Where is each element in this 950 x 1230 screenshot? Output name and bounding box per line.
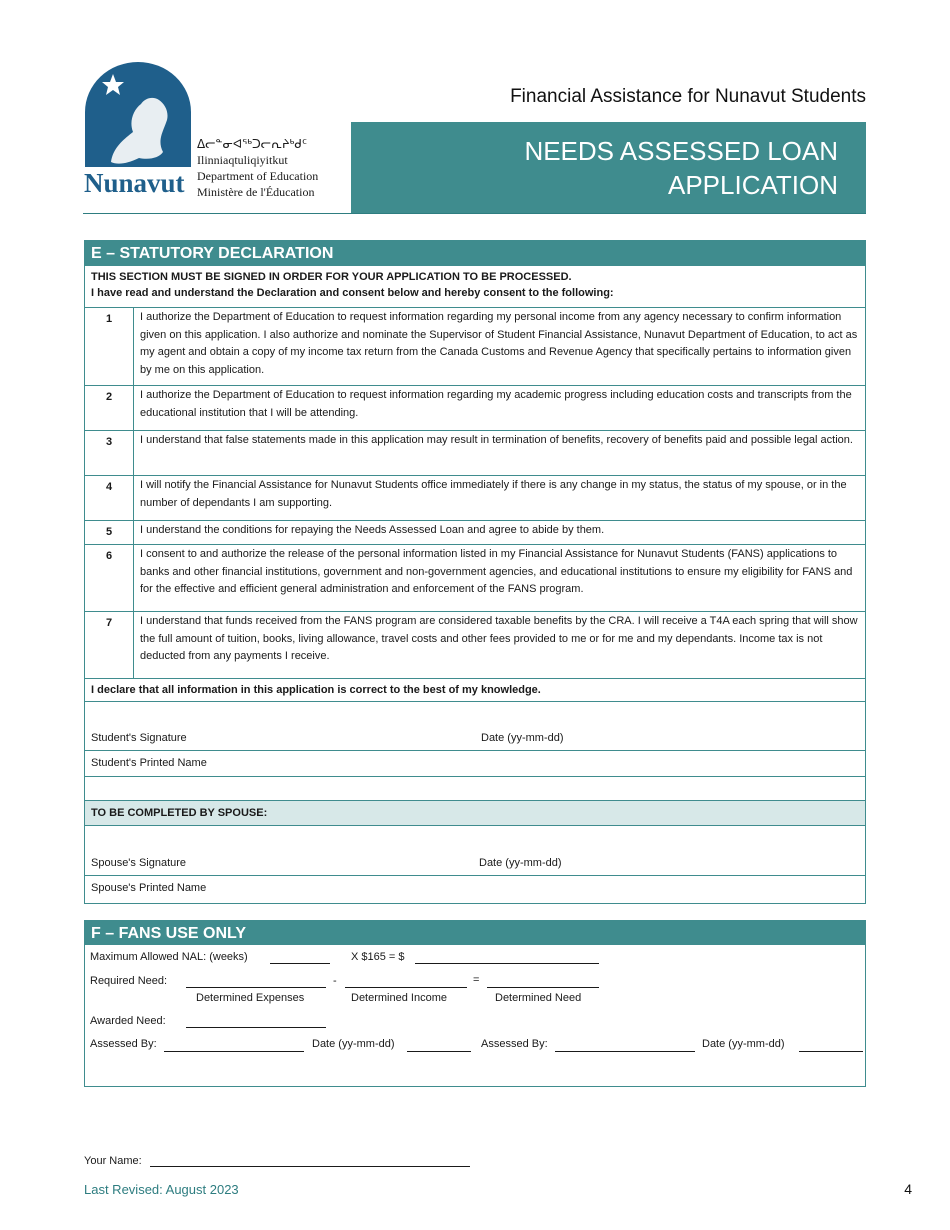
determined-need-label: Determined Need bbox=[495, 992, 582, 1004]
declaration-item-2 bbox=[85, 385, 865, 430]
your-name-label: Your Name: bbox=[84, 1155, 142, 1167]
spouse-signature-row[interactable] bbox=[85, 825, 865, 875]
logo-department-text bbox=[197, 136, 318, 200]
max-nal-amount-field[interactable] bbox=[415, 963, 599, 964]
max-nal-label: Maximum Allowed NAL: (weeks) bbox=[90, 951, 248, 963]
section-e-heading: E – STATUTORY DECLARATION bbox=[85, 241, 865, 265]
declaration-item-5 bbox=[85, 520, 865, 544]
student-printed-name-row[interactable] bbox=[85, 750, 865, 776]
form-title-line2: APPLICATION bbox=[667, 170, 838, 200]
date-label-2: Date (yy-mm-dd) bbox=[702, 1038, 785, 1050]
student-date-label: Date (yy-mm-dd) bbox=[481, 732, 564, 744]
logo-dept-en: Department of Education bbox=[197, 169, 319, 183]
item-number: 2 bbox=[85, 386, 134, 430]
determined-expenses-label: Determined Expenses bbox=[196, 992, 305, 1004]
item-text: I will notify the Financial Assistance for Nunavut Students office immediately if there is any change in my status, the status of my spouse, or in the number of dependants I am supporting. bbox=[140, 479, 847, 509]
item-number: 3 bbox=[85, 431, 134, 475]
section-f-fans-use-only bbox=[84, 920, 866, 1087]
section-f-heading: F – FANS USE ONLY bbox=[85, 921, 865, 945]
item-text: I consent to and authorize the release of the personal information listed in my Financial Assistance for Nunavut Students (FANS) applications to banks and other financial institutions, government and non-government agencies, and educational institutions to ensure my eligibility for FANS and for the effective and efficient general administration and enforcement of the FANS program. bbox=[140, 548, 853, 595]
item-text: I understand the conditions for repaying the Needs Assessed Loan and agree to abide by them. bbox=[140, 524, 605, 536]
item-text: I understand that funds received from the FANS program are considered taxable benefits by the CRA. I will receive a T4A each spring that will show the full amount of tuition, books, living allowance, travel costs and other fees provided to me or for me and my dependants. Income tax is not deducted from any payments I receive. bbox=[140, 615, 858, 662]
logo-dept-fr: Ministère de l'Éducation bbox=[197, 185, 315, 199]
header-divider bbox=[83, 213, 866, 214]
spouse-date-label: Date (yy-mm-dd) bbox=[479, 857, 562, 869]
program-title: Financial Assistance for Nunavut Students bbox=[510, 86, 866, 107]
awarded-need-field[interactable] bbox=[186, 1027, 326, 1028]
declaration-item-3 bbox=[85, 430, 865, 475]
assessed-by-field-1[interactable] bbox=[164, 1051, 304, 1052]
nunavut-logo bbox=[83, 62, 193, 198]
intro-line1: THIS SECTION MUST BE SIGNED IN ORDER FOR YOUR APPLICATION TO BE PROCESSED. bbox=[91, 271, 572, 283]
determined-need-field[interactable] bbox=[487, 987, 599, 988]
item-number: 7 bbox=[85, 612, 134, 678]
spouse-printed-name-label: Spouse's Printed Name bbox=[91, 882, 207, 894]
student-signature-label: Student's Signature bbox=[91, 732, 187, 744]
spouse-heading: TO BE COMPLETED BY SPOUSE: bbox=[85, 800, 865, 825]
form-title-line1: NEEDS ASSESSED LOAN bbox=[524, 136, 838, 166]
declaration-statement: I declare that all information in this application is correct to the best of my knowledge. bbox=[85, 678, 865, 701]
section-e-intro bbox=[85, 265, 865, 307]
spouse-printed-name-row[interactable] bbox=[85, 875, 865, 900]
assessed-by-label-1: Assessed By: bbox=[90, 1038, 157, 1050]
awarded-need-label: Awarded Need: bbox=[90, 1015, 166, 1027]
form-title-banner bbox=[351, 122, 866, 214]
item-text: I understand that false statements made in this application may result in termination of benefits, recovery of benefits paid and possible legal action. bbox=[140, 434, 853, 446]
determined-income-label: Determined Income bbox=[351, 992, 447, 1004]
minus-sign: - bbox=[333, 975, 337, 987]
determined-expenses-field[interactable] bbox=[186, 987, 326, 988]
required-need-label: Required Need: bbox=[90, 975, 168, 987]
item-text: I authorize the Department of Education to request information regarding my academic progress including education costs and transcripts from the educational institution that I will be attending. bbox=[140, 389, 852, 419]
item-text: I authorize the Department of Education to request information regarding my personal income from any agency necessary to confirm information given on this application. I also authorize and nominate the Supervisor of Student Financial Assistance, Nunavut Department of Education, to act as my agent and obtain a copy of my income tax return from the Canada Customs and Revenue Agency that specifically pertains to information given by me on this application. bbox=[140, 311, 858, 376]
date-field-2[interactable] bbox=[799, 1051, 863, 1052]
declaration-item-1 bbox=[85, 307, 865, 385]
assessed-by-label-2: Assessed By: bbox=[481, 1038, 548, 1050]
weeks-field[interactable] bbox=[270, 963, 330, 964]
your-name-field[interactable] bbox=[150, 1166, 470, 1167]
assessed-by-field-2[interactable] bbox=[555, 1051, 695, 1052]
student-printed-name-label: Student's Printed Name bbox=[91, 757, 207, 769]
determined-income-field[interactable] bbox=[345, 987, 467, 988]
declaration-item-6 bbox=[85, 544, 865, 611]
blank-row bbox=[85, 776, 865, 800]
student-signature-row[interactable] bbox=[85, 701, 865, 750]
page-number: 4 bbox=[904, 1181, 912, 1197]
item-number: 6 bbox=[85, 545, 134, 611]
declaration-item-7 bbox=[85, 611, 865, 678]
x165-label: X $165 = $ bbox=[351, 951, 405, 963]
logo-dept-inuinnaqtun: Ilinniaqtuliqiyitkut bbox=[197, 153, 288, 167]
last-revised: Last Revised: August 2023 bbox=[84, 1182, 239, 1197]
logo-syllabics: ᐃᓕᓐᓂᐊᖅᑐᓕᕆᔨᒃᑯᑦ bbox=[197, 137, 308, 151]
equals-sign: = bbox=[473, 974, 480, 986]
declaration-item-4 bbox=[85, 475, 865, 520]
logo-wordmark: Nunavut bbox=[84, 168, 185, 198]
item-number: 4 bbox=[85, 476, 134, 520]
date-field-1[interactable] bbox=[407, 1051, 471, 1052]
item-number: 5 bbox=[85, 521, 134, 544]
spouse-signature-label: Spouse's Signature bbox=[91, 857, 187, 869]
intro-line2: I have read and understand the Declaration and consent below and hereby consent to the following: bbox=[91, 287, 614, 299]
date-label-1: Date (yy-mm-dd) bbox=[312, 1038, 395, 1050]
section-e-statutory-declaration bbox=[84, 240, 866, 904]
item-number: 1 bbox=[85, 308, 134, 385]
